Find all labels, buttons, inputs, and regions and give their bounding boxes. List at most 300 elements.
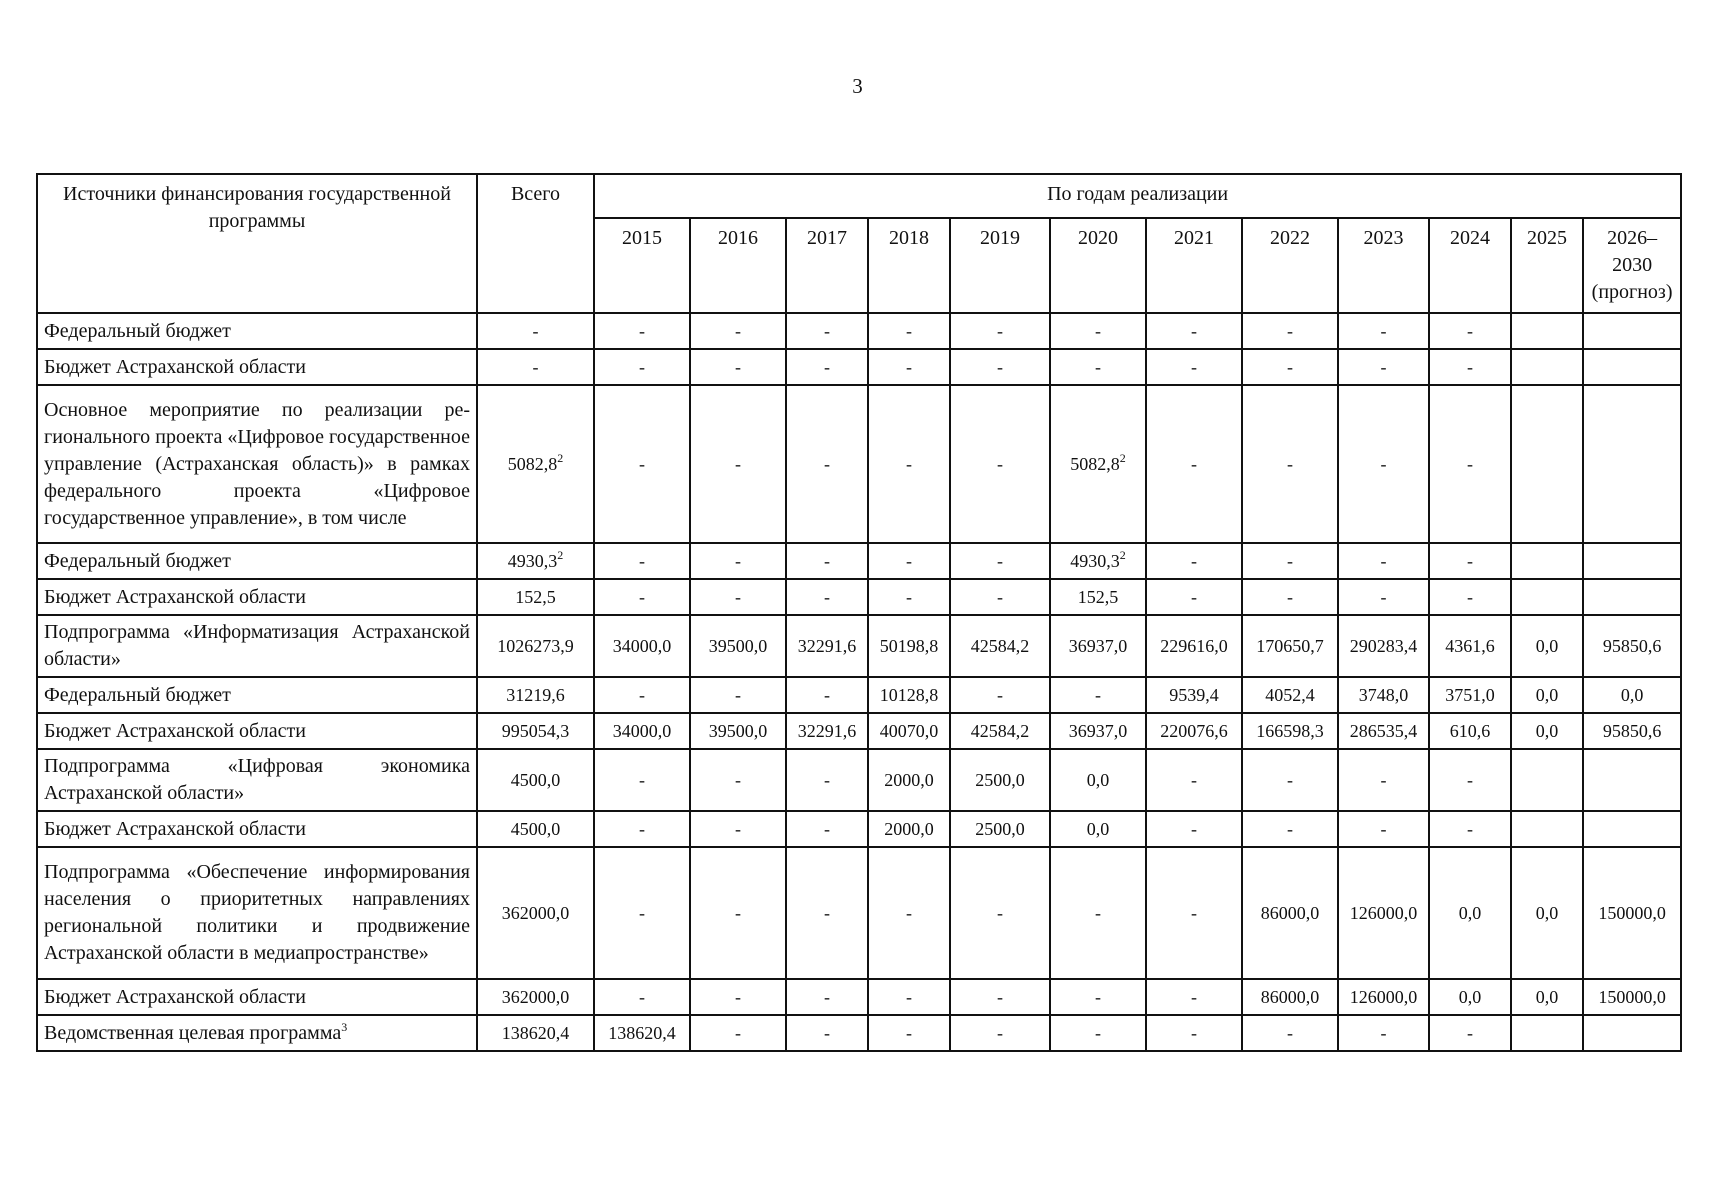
year-value-cell <box>950 749 1050 811</box>
year-value-cell <box>1429 543 1511 579</box>
year-value: - <box>1380 356 1387 377</box>
header-year: 2019 <box>950 218 1050 313</box>
year-value-cell <box>1583 677 1681 713</box>
total-value: 4500,0 <box>510 818 561 839</box>
total-value: 362000,0 <box>501 902 570 923</box>
year-value: 3748,0 <box>1358 684 1409 705</box>
total-cell <box>477 385 594 543</box>
year-value-cell <box>786 579 868 615</box>
year-value: - <box>1467 818 1473 839</box>
year-value: - <box>1191 586 1197 607</box>
year-value-cell <box>1050 811 1146 847</box>
year-value: - <box>906 453 912 474</box>
year-value-cell <box>1429 579 1511 615</box>
year-value-cell <box>1338 713 1429 749</box>
year-value-cell <box>690 749 786 811</box>
row-label <box>37 847 477 979</box>
year-value-cell <box>1338 543 1429 579</box>
year-value-cell <box>594 811 690 847</box>
year-value: - <box>1095 320 1101 341</box>
year-value-cell <box>1242 847 1338 979</box>
row-label-text: Федеральный бюджет <box>44 319 231 342</box>
year-value-cell <box>1146 543 1242 579</box>
year-value: - <box>1380 769 1387 790</box>
year-value-cell <box>868 313 950 349</box>
year-value: 2000,0 <box>884 769 934 790</box>
row-label <box>37 385 477 543</box>
year-value: - <box>639 818 645 839</box>
row-label <box>37 349 477 385</box>
year-value: 10128,8 <box>879 684 939 705</box>
year-value-cell <box>1242 579 1338 615</box>
year-value: - <box>824 320 830 341</box>
year-value-cell <box>868 543 950 579</box>
row-label-text: Федеральный бюджет <box>44 549 231 572</box>
footnote-mark: 2 <box>1119 450 1126 465</box>
year-value: 4052,4 <box>1265 684 1315 705</box>
year-value: - <box>824 986 830 1007</box>
total-value: 995054,3 <box>501 720 570 741</box>
total-cell <box>477 615 594 677</box>
year-value: - <box>824 356 830 377</box>
year-value-cell <box>950 579 1050 615</box>
table-row <box>37 979 1681 1015</box>
year-value: 0,0 <box>1086 769 1110 790</box>
row-label <box>37 1015 477 1051</box>
year-value: 86000,0 <box>1260 902 1320 923</box>
year-value-cell <box>1050 749 1146 811</box>
year-value-cell <box>786 349 868 385</box>
year-value-cell <box>1583 385 1681 543</box>
year-value: 126000,0 <box>1349 902 1418 923</box>
year-value: 32291,6 <box>797 635 857 656</box>
year-value: - <box>824 818 830 839</box>
table-row <box>37 713 1681 749</box>
year-value-cell <box>1146 349 1242 385</box>
year-value-cell <box>1050 677 1146 713</box>
footnote-mark: 3 <box>341 1019 348 1034</box>
year-value: - <box>1380 320 1387 341</box>
year-value: - <box>1191 1022 1197 1043</box>
year-value-cell <box>1583 1015 1681 1051</box>
row-label-text: Основное мероприятие по реализации регионального проекта «Цифровое государственное управление (Астраханская область)» в рамках федерального проекта «Цифровое государственное управление», в том числе <box>44 398 470 529</box>
year-value: 0,0 <box>1535 902 1559 923</box>
year-value: 229616,0 <box>1160 635 1228 656</box>
year-value-cell <box>1050 579 1146 615</box>
year-value-cell <box>594 749 690 811</box>
row-label <box>37 811 477 847</box>
year-value-cell <box>1050 349 1146 385</box>
total-cell <box>477 313 594 349</box>
row-label-text: Бюджет Астраханской области <box>44 817 306 840</box>
year-value: - <box>1287 769 1293 790</box>
year-value-cell <box>1429 847 1511 979</box>
year-value-cell <box>868 385 950 543</box>
year-value: - <box>1287 1022 1293 1043</box>
year-value: - <box>639 769 645 790</box>
year-value: - <box>1380 453 1387 474</box>
year-value-cell <box>1583 313 1681 349</box>
year-value: 2500,0 <box>975 818 1025 839</box>
year-value-cell <box>1583 543 1681 579</box>
year-value-cell <box>594 847 690 979</box>
year-value-cell <box>1583 713 1681 749</box>
year-value: 5082,8 <box>1070 453 1120 474</box>
total-value: 138620,4 <box>501 1022 570 1043</box>
row-label-text: Подпрограмма «Информатизация Астраханской области» <box>44 621 470 670</box>
year-value-cell <box>786 979 868 1015</box>
table-body <box>37 313 1681 1051</box>
year-value: - <box>906 986 912 1007</box>
year-value-cell <box>786 385 868 543</box>
year-value-cell <box>594 1015 690 1051</box>
year-value-cell <box>1242 677 1338 713</box>
footnote-mark: 2 <box>557 547 564 562</box>
year-value: - <box>824 902 830 923</box>
year-value: 0,0 <box>1458 986 1482 1007</box>
year-value: - <box>997 986 1003 1007</box>
year-value: - <box>1191 986 1197 1007</box>
year-value-cell <box>1511 615 1583 677</box>
year-value-cell <box>1050 979 1146 1015</box>
year-value-cell <box>1146 749 1242 811</box>
year-value: - <box>735 684 741 705</box>
year-value-cell <box>1242 713 1338 749</box>
row-label <box>37 579 477 615</box>
year-value-cell <box>786 677 868 713</box>
year-value-cell <box>1511 1015 1583 1051</box>
year-value: - <box>735 586 741 607</box>
year-value: 2500,0 <box>975 769 1025 790</box>
year-value-cell <box>1050 713 1146 749</box>
year-value-cell <box>1146 1015 1242 1051</box>
header-year: 2015 <box>594 218 690 313</box>
year-value-cell <box>594 579 690 615</box>
year-value: - <box>997 1022 1003 1043</box>
year-value-cell <box>594 979 690 1015</box>
total-value: 362000,0 <box>501 986 570 1007</box>
year-value: 50198,8 <box>879 635 939 656</box>
year-value: - <box>997 453 1003 474</box>
table-row <box>37 543 1681 579</box>
year-value: 9539,4 <box>1169 684 1219 705</box>
year-value-cell <box>690 713 786 749</box>
year-value-cell <box>868 811 950 847</box>
year-value: - <box>1467 1022 1473 1043</box>
table-row <box>37 579 1681 615</box>
year-value: - <box>639 550 645 571</box>
year-value-cell <box>1338 847 1429 979</box>
year-value-cell <box>1050 1015 1146 1051</box>
year-value: - <box>997 586 1003 607</box>
year-value: 150000,0 <box>1598 986 1666 1007</box>
year-value: - <box>906 550 912 571</box>
row-label-text: Подпрограмма «Цифровая экономика Астраханской области» <box>44 755 470 804</box>
year-value-cell <box>1050 615 1146 677</box>
header-year: 2023 <box>1338 218 1429 313</box>
year-value-cell <box>1242 615 1338 677</box>
year-value-cell <box>1511 847 1583 979</box>
row-label-text: Подпрограмма «Обеспечение информирования населения о приоритетных направлениях региональной политики и продвижение Астраханской области в медиапространстве» <box>44 861 470 964</box>
year-value: 95850,6 <box>1602 635 1662 656</box>
year-value: - <box>1191 320 1197 341</box>
year-value-cell <box>1242 349 1338 385</box>
year-value: 34000,0 <box>612 720 672 741</box>
total-value: 5082,8 <box>507 453 558 474</box>
total-cell <box>477 579 594 615</box>
year-value: 32291,6 <box>797 720 857 741</box>
table-row <box>37 847 1681 979</box>
row-label <box>37 677 477 713</box>
year-value: - <box>639 902 645 923</box>
year-value-cell <box>1146 713 1242 749</box>
year-value-cell <box>594 349 690 385</box>
year-value: 39500,0 <box>708 720 768 741</box>
year-value-cell <box>786 713 868 749</box>
year-value-cell <box>1429 385 1511 543</box>
year-value: 86000,0 <box>1260 986 1320 1007</box>
total-cell <box>477 677 594 713</box>
year-value: - <box>639 453 645 474</box>
total-cell <box>477 749 594 811</box>
year-value-cell <box>1511 349 1583 385</box>
header-year: 2024 <box>1429 218 1511 313</box>
year-value-cell <box>786 543 868 579</box>
year-value-cell <box>1050 385 1146 543</box>
year-value: - <box>824 1022 830 1043</box>
year-value: - <box>1095 986 1101 1007</box>
year-value-cell <box>690 349 786 385</box>
header-year: 2018 <box>868 218 950 313</box>
year-value: 0,0 <box>1086 818 1110 839</box>
header-by-years: По годам реализации <box>594 174 1681 218</box>
year-value: - <box>735 769 741 790</box>
total-cell <box>477 979 594 1015</box>
year-value-cell <box>594 313 690 349</box>
year-value: - <box>735 818 741 839</box>
year-value: - <box>824 586 830 607</box>
page-number: 3 <box>852 74 863 98</box>
year-value-cell <box>1583 615 1681 677</box>
year-value: - <box>997 550 1003 571</box>
year-value: 0,0 <box>1535 986 1559 1007</box>
year-value: - <box>639 586 645 607</box>
footnote-mark: 2 <box>557 450 564 465</box>
year-value: 4930,3 <box>1070 550 1120 571</box>
year-value: - <box>1191 453 1197 474</box>
year-value: 42584,2 <box>970 720 1030 741</box>
header-year: 2021 <box>1146 218 1242 313</box>
table-row <box>37 313 1681 349</box>
year-value-cell <box>1338 811 1429 847</box>
year-value: - <box>1380 550 1387 571</box>
year-value: - <box>639 684 645 705</box>
table-row <box>37 615 1681 677</box>
year-value: - <box>997 902 1003 923</box>
year-value-cell <box>690 579 786 615</box>
year-value-cell <box>1429 749 1511 811</box>
year-value: - <box>735 902 741 923</box>
year-value-cell <box>594 385 690 543</box>
header-year: 2017 <box>786 218 868 313</box>
year-value-cell <box>1429 615 1511 677</box>
year-value-cell <box>1338 677 1429 713</box>
year-value: - <box>1287 818 1293 839</box>
year-value-cell <box>950 713 1050 749</box>
year-value-cell <box>690 1015 786 1051</box>
year-value: - <box>1095 356 1101 377</box>
year-value: - <box>1467 769 1473 790</box>
year-value-cell <box>868 713 950 749</box>
year-value: - <box>735 320 741 341</box>
year-value: - <box>639 356 645 377</box>
year-value-cell <box>1146 811 1242 847</box>
header-source: Источники финансирования государственной программы <box>37 174 477 313</box>
year-value: - <box>824 453 830 474</box>
row-label-text: Бюджет Астраханской области <box>44 585 306 608</box>
total-value: 4500,0 <box>510 769 561 790</box>
year-value-cell <box>786 615 868 677</box>
year-value: 0,0 <box>1620 684 1644 705</box>
year-value-cell <box>950 811 1050 847</box>
year-value-cell <box>868 579 950 615</box>
row-label-text: Бюджет Астраханской области <box>44 719 306 742</box>
year-value-cell <box>868 677 950 713</box>
year-value: 3751,0 <box>1445 684 1495 705</box>
year-value-cell <box>690 313 786 349</box>
year-value-cell <box>1338 749 1429 811</box>
table-row <box>37 349 1681 385</box>
year-value-cell <box>594 677 690 713</box>
year-value-cell <box>1429 349 1511 385</box>
header-year: 2016 <box>690 218 786 313</box>
year-value: - <box>906 356 912 377</box>
year-value: - <box>1191 902 1197 923</box>
year-value-cell <box>1242 749 1338 811</box>
year-value: 138620,4 <box>608 1022 676 1043</box>
table-row <box>37 811 1681 847</box>
year-value-cell <box>1242 1015 1338 1051</box>
row-label <box>37 543 477 579</box>
year-value-cell <box>1583 349 1681 385</box>
table-row <box>37 385 1681 543</box>
year-value: - <box>1191 818 1197 839</box>
year-value-cell <box>1511 749 1583 811</box>
year-value: 36937,0 <box>1068 635 1128 656</box>
year-value-cell <box>868 615 950 677</box>
header-year: 2026–2030 (прогноз) <box>1583 218 1681 313</box>
year-value-cell <box>1429 979 1511 1015</box>
year-value-cell <box>786 847 868 979</box>
year-value: 0,0 <box>1535 635 1559 656</box>
total-cell <box>477 1015 594 1051</box>
year-value-cell <box>690 811 786 847</box>
year-value-cell <box>1146 979 1242 1015</box>
year-value-cell <box>868 979 950 1015</box>
year-value-cell <box>1050 847 1146 979</box>
year-value: 170650,7 <box>1256 635 1324 656</box>
total-cell <box>477 847 594 979</box>
year-value-cell <box>1338 313 1429 349</box>
year-value: 220076,6 <box>1160 720 1228 741</box>
total-value: 152,5 <box>515 586 556 607</box>
year-value: - <box>1191 769 1197 790</box>
year-value-cell <box>1511 313 1583 349</box>
year-value: 166598,3 <box>1256 720 1324 741</box>
year-value: - <box>735 1022 741 1043</box>
year-value-cell <box>868 1015 950 1051</box>
year-value: 40070,0 <box>879 720 939 741</box>
year-value-cell <box>1511 979 1583 1015</box>
year-value: 2000,0 <box>884 818 934 839</box>
year-value-cell <box>868 349 950 385</box>
year-value-cell <box>690 543 786 579</box>
year-value-cell <box>1338 579 1429 615</box>
year-value-cell <box>950 847 1050 979</box>
year-value: - <box>1287 453 1293 474</box>
year-value-cell <box>868 749 950 811</box>
year-value-cell <box>1583 579 1681 615</box>
row-label-text: Бюджет Астраханской области <box>44 355 306 378</box>
header-row-1 <box>37 174 1681 218</box>
year-value: 34000,0 <box>612 635 672 656</box>
year-value: - <box>906 586 912 607</box>
row-label-text: Федеральный бюджет <box>44 683 231 706</box>
year-value: 126000,0 <box>1349 986 1418 1007</box>
year-value: - <box>906 902 912 923</box>
year-value-cell <box>1511 579 1583 615</box>
row-label <box>37 615 477 677</box>
footnote-mark: 2 <box>1119 547 1126 562</box>
total-cell <box>477 811 594 847</box>
year-value-cell <box>594 615 690 677</box>
year-value-cell <box>1583 811 1681 847</box>
year-value: 286535,4 <box>1349 720 1418 741</box>
year-value: - <box>1287 550 1293 571</box>
year-value-cell <box>690 615 786 677</box>
year-value-cell <box>1338 1015 1429 1051</box>
total-cell <box>477 349 594 385</box>
year-value: - <box>1467 550 1473 571</box>
year-value-cell <box>690 847 786 979</box>
total-cell <box>477 713 594 749</box>
year-value-cell <box>1338 385 1429 543</box>
year-value: - <box>735 356 741 377</box>
year-value-cell <box>950 979 1050 1015</box>
year-value-cell <box>1242 811 1338 847</box>
year-value-cell <box>1583 847 1681 979</box>
year-value-cell <box>1429 313 1511 349</box>
year-value: - <box>1467 320 1473 341</box>
year-value: - <box>1467 356 1473 377</box>
year-value-cell <box>690 979 786 1015</box>
year-value-cell <box>1429 677 1511 713</box>
total-cell <box>477 543 594 579</box>
year-value-cell <box>868 847 950 979</box>
year-value: - <box>824 684 830 705</box>
year-value: 290283,4 <box>1349 635 1418 656</box>
year-value-cell <box>1338 979 1429 1015</box>
year-value-cell <box>1050 543 1146 579</box>
year-value: - <box>1191 356 1197 377</box>
year-value: - <box>639 986 645 1007</box>
year-value: - <box>735 550 741 571</box>
year-value-cell <box>1429 713 1511 749</box>
year-value: - <box>1287 586 1293 607</box>
financing-table <box>36 173 1682 1052</box>
total-value: - <box>532 320 539 341</box>
year-value: - <box>735 453 741 474</box>
